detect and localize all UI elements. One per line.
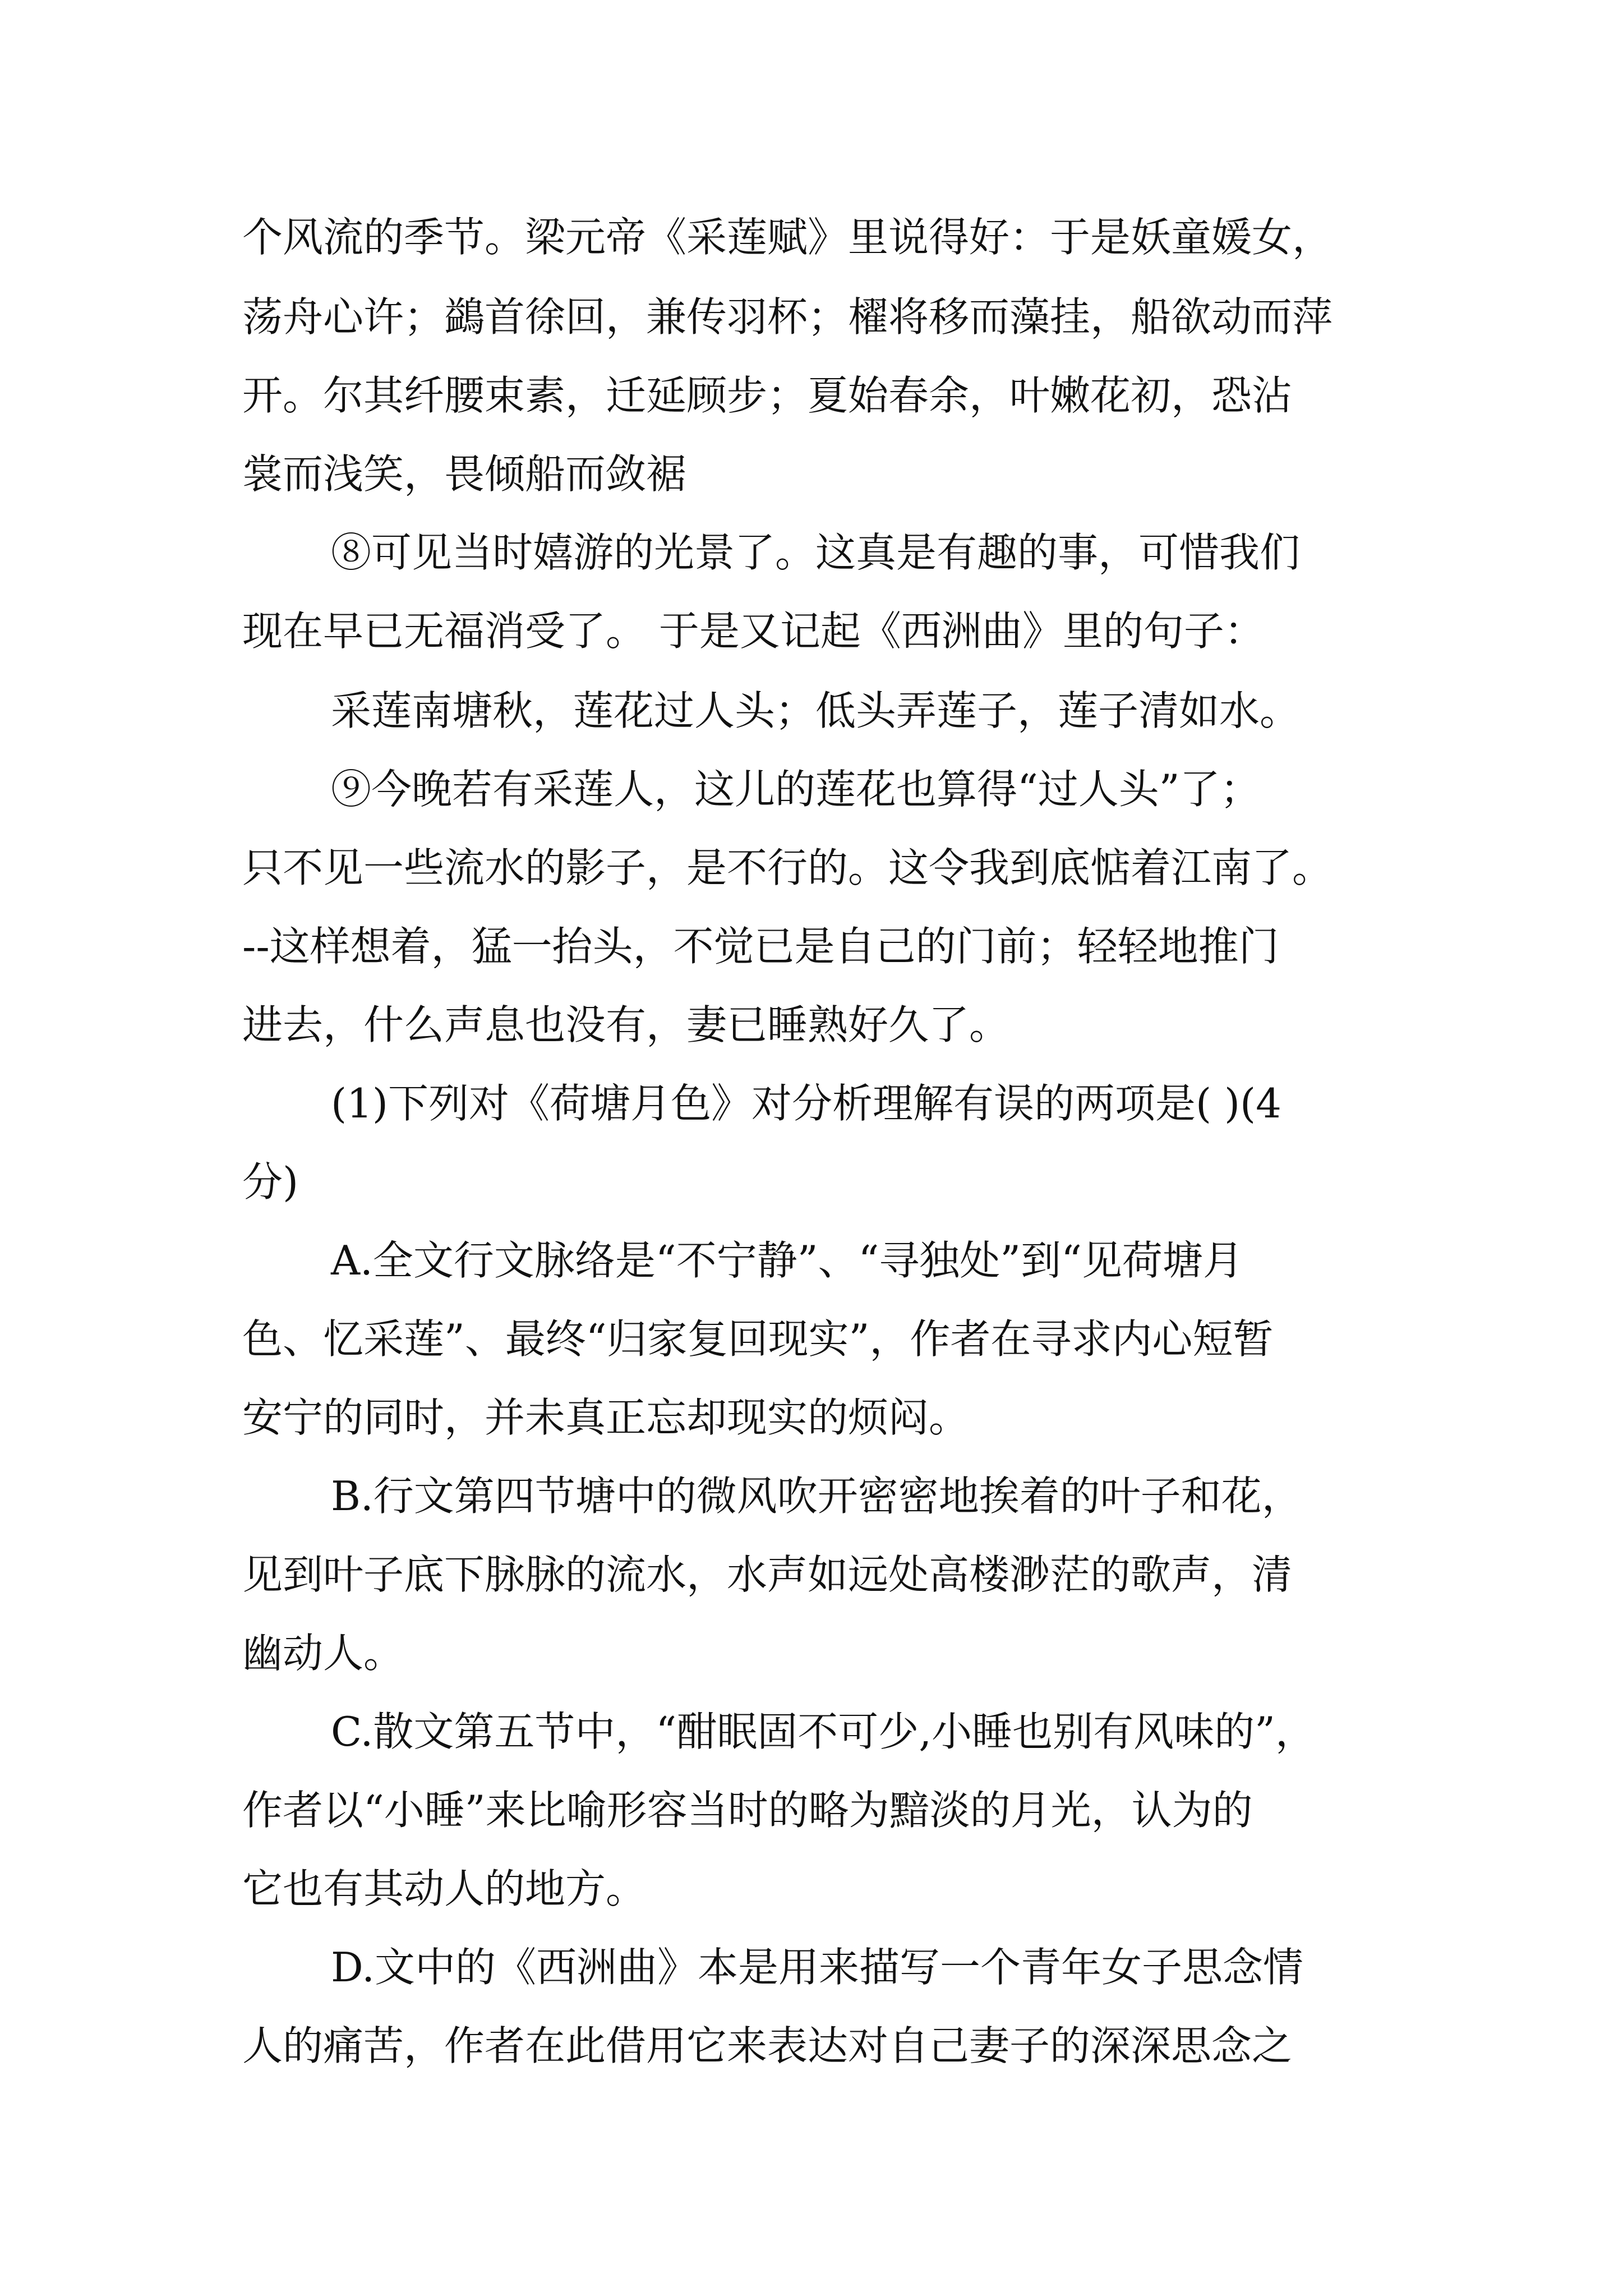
option-b: 幽动人。: [242, 1630, 404, 1677]
text-line: 开。尔其纤腰束素，迁延顾步；夏始春余，叶嫩花初，恐沾: [242, 372, 1293, 419]
option-b: B.行文第四节塘中的微风吹开密密地挨着的叶子和花，: [331, 1473, 1302, 1520]
text-line: 现在早已无福消受了。 于是又记起《西洲曲》里的句子：: [242, 608, 1265, 655]
text-line: 进去，什么声息也没有，妻已睡熟好久了。: [242, 1001, 1010, 1048]
text-line: --这样想着，猛一抬头，不觉已是自己的门前；轻轻地推门: [242, 923, 1279, 970]
option-d: D.文中的《西洲曲》本是用来描写一个青年女子思念情: [331, 1944, 1304, 1991]
option-a: 安宁的同时，并未真正忘却现实的烦闷。: [242, 1394, 970, 1441]
text-line: ⑧可见当时嬉游的光景了。这真是有趣的事，可惜我们: [331, 529, 1301, 576]
text-line: 荡舟心许；鷁首徐回，兼传羽杯；櫂将移而藻挂，船欲动而萍: [242, 293, 1333, 341]
option-c: 它也有其动人的地方。: [242, 1865, 647, 1912]
option-a: A.全文行文脉络是“不宁静”、“寻独处”到“见荷塘月: [331, 1237, 1243, 1284]
text-line: 裳而浅笑，畏倾船而敛裾: [242, 450, 687, 498]
option-d: 人的痛苦，作者在此借用它来表达对自己妻子的深深思念之: [242, 2022, 1293, 2069]
text-line: 只不见一些流水的影子，是不行的。这令我到底惦着江南了。: [242, 844, 1333, 891]
text-line: 采莲南塘秋，莲花过人头；低头弄莲子，莲子清如水。: [331, 687, 1301, 734]
text-line: ⑨今晚若有采莲人，这儿的莲花也算得“过人头”了；: [331, 766, 1261, 813]
option-c: C.散文第五节中，“酣眠固不可少,小睡也别有风味的”，: [331, 1708, 1316, 1755]
question-stem: (1)下列对《荷塘月色》对分析理解有误的两项是( )(4: [331, 1080, 1281, 1127]
option-a: 色、忆采莲”、最终“归家复回现实”，作者在寻求内心短暂: [242, 1315, 1274, 1363]
option-b: 见到叶子底下脉脉的流水，水声如远处高楼渺茫的歌声，清: [242, 1551, 1293, 1598]
option-c: 作者以“小睡”来比喻形容当时的略为黯淡的月光，认为的: [242, 1787, 1253, 1834]
question-stem: 分): [242, 1158, 299, 1205]
text-line: 个风流的季节。梁元帝《采莲赋》里说得好：于是妖童媛女，: [242, 214, 1333, 261]
